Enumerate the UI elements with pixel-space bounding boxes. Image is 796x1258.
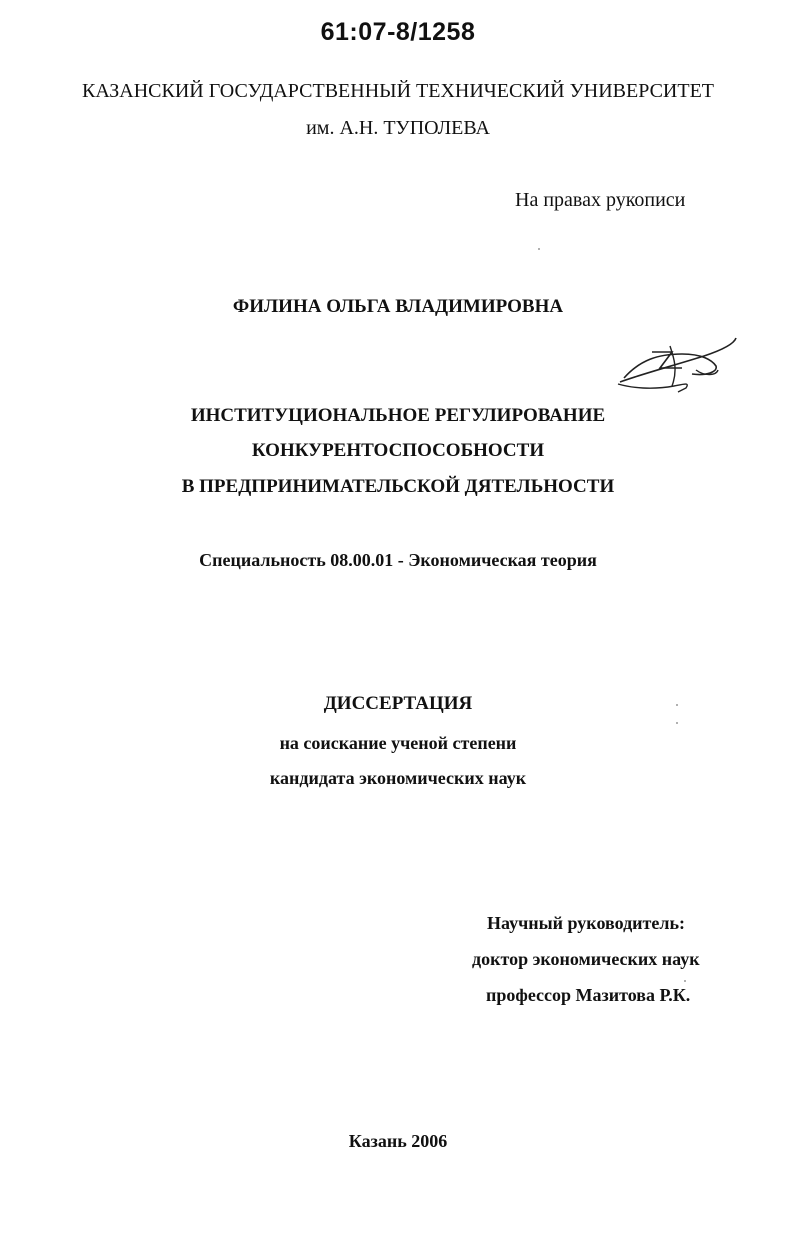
degree-line-1: на соискание ученой степени	[279, 733, 517, 753]
work-type: ДИССЕРТАЦИЯ	[323, 693, 473, 714]
title-line-1: ИНСТИТУЦИОНАЛЬНОЕ РЕГУЛИРОВАНИЕ	[190, 405, 606, 426]
author-name: ФИЛИНА ОЛЬГА ВЛАДИМИРОВНА	[232, 296, 564, 317]
scan-speck	[684, 980, 686, 982]
degree-line-2: кандидата экономических наук	[269, 768, 527, 788]
university-name: КАЗАНСКИЙ ГОСУДАРСТВЕННЫЙ ТЕХНИЧЕСКИЙ УНИВЕРСИТЕТ	[81, 80, 714, 102]
title-line-2: КОНКУРЕНТОСПОСОБНОСТИ	[251, 440, 545, 461]
archive-code: 61:07-8/1258	[320, 18, 476, 46]
scan-speck	[676, 704, 678, 706]
scan-speck	[676, 722, 678, 724]
signature-icon	[612, 330, 742, 400]
specialty: Специальность 08.00.01 - Экономическая теория	[199, 550, 597, 570]
supervisor-name: профессор Мазитова Р.К.	[486, 985, 691, 1005]
manuscript-note: На правах рукописи	[515, 189, 686, 211]
university-name-line2: им. А.Н. ТУПОЛЕВА	[306, 117, 490, 139]
scan-speck	[538, 248, 540, 250]
supervisor-degree: доктор экономических наук	[472, 949, 700, 969]
city-year: Казань 2006	[348, 1131, 448, 1151]
supervisor-label: Научный руководитель:	[487, 913, 685, 933]
title-line-3: В ПРЕДПРИНИМАТЕЛЬСКОЙ ДЯТЕЛЬНОСТИ	[181, 476, 615, 497]
